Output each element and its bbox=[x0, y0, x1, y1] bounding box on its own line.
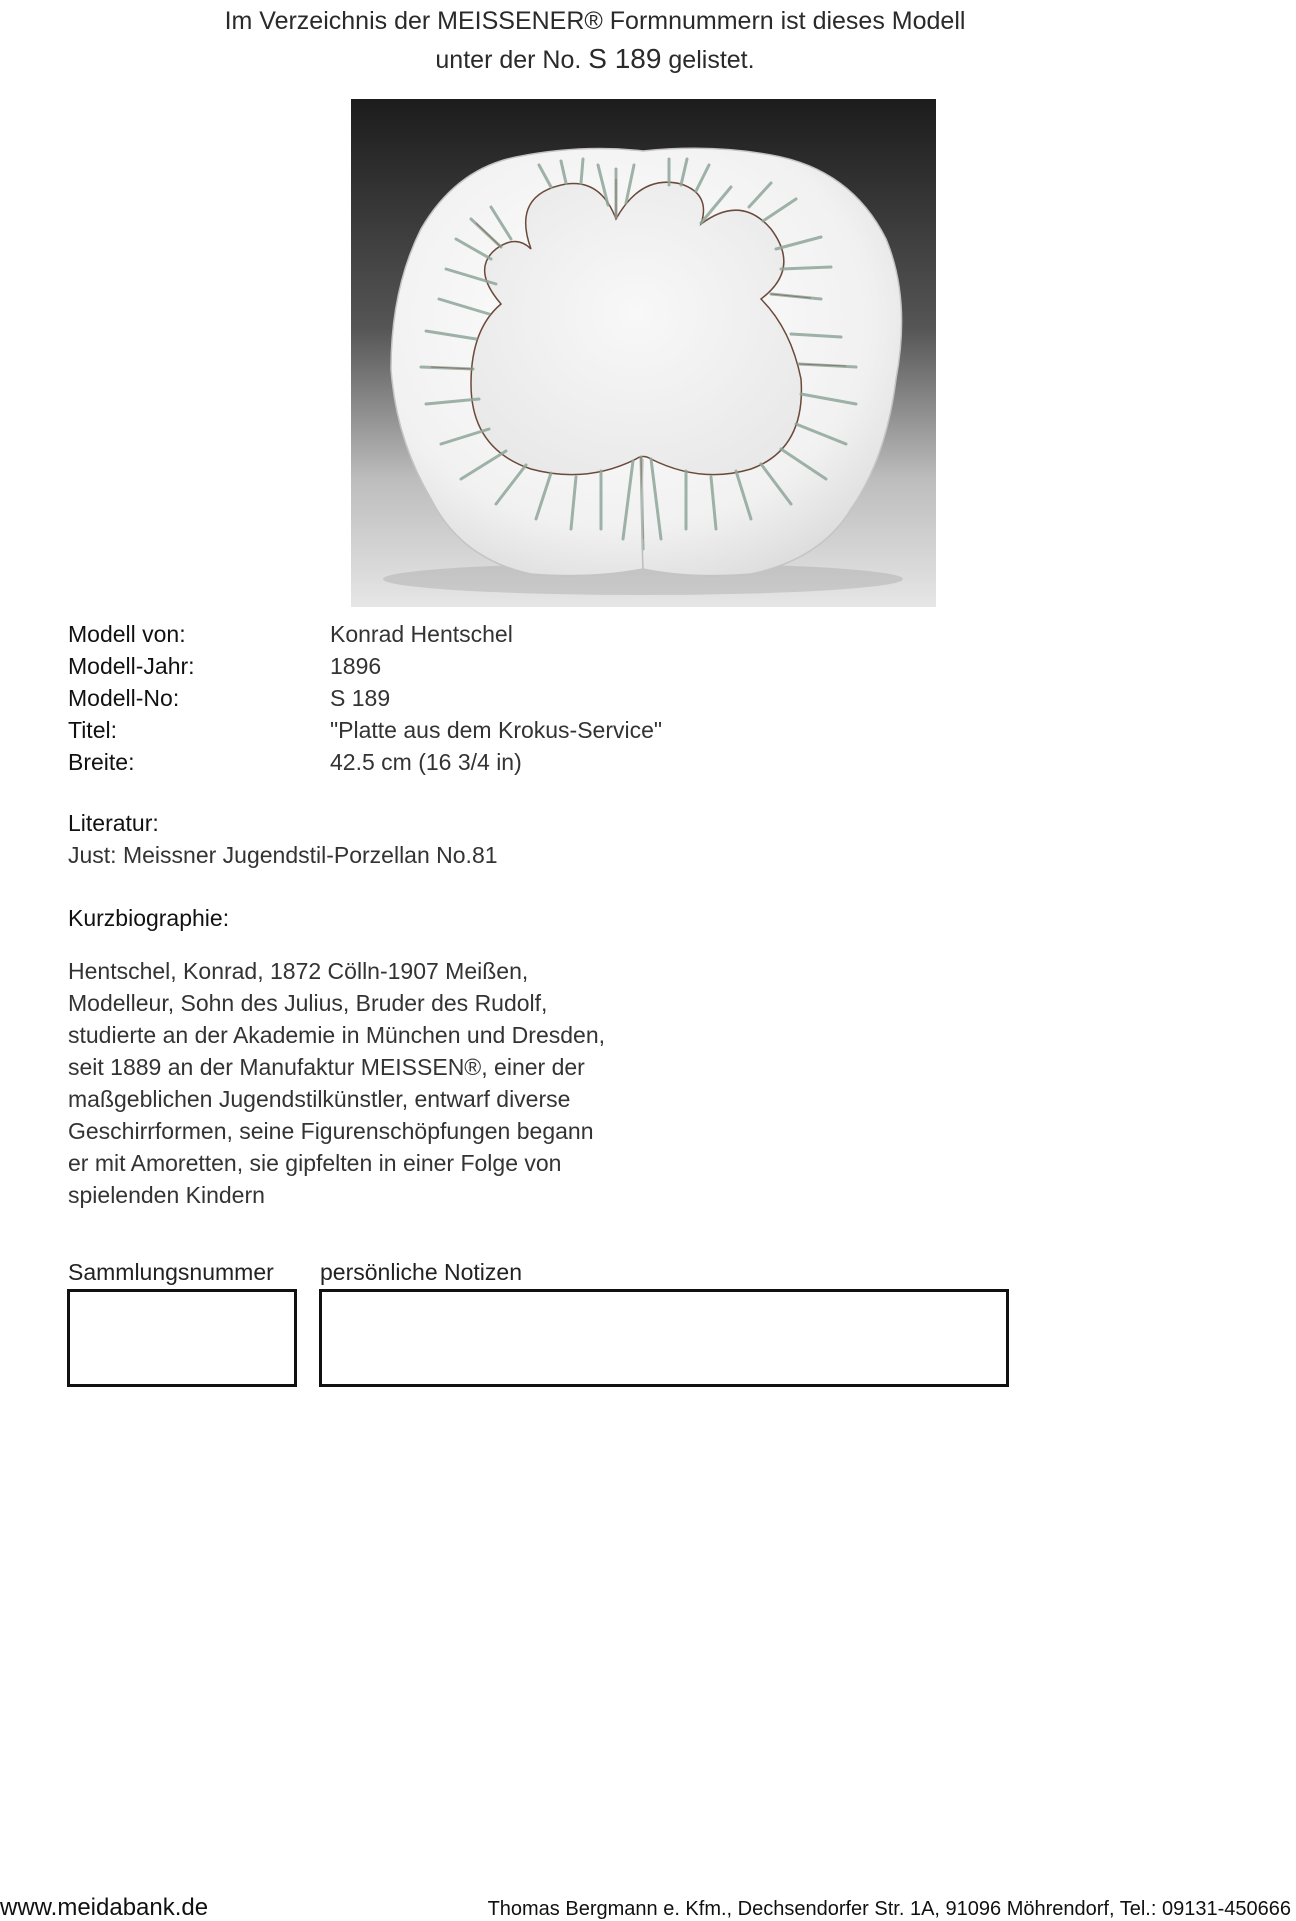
website-link[interactable]: www.meidabank.de bbox=[0, 1894, 209, 1921]
notes-field[interactable] bbox=[319, 1289, 1009, 1387]
collection-number-field[interactable] bbox=[67, 1289, 297, 1387]
detail-label: Modell von: bbox=[68, 621, 186, 647]
detail-row-modell-von bbox=[68, 618, 662, 650]
biography-line: studierte an der Akademie in München und Dresden, bbox=[68, 1022, 605, 1048]
detail-label: Modell-Jahr: bbox=[68, 653, 195, 679]
header-line-2-suffix: gelistet. bbox=[668, 46, 755, 74]
biography-line: er mit Amoretten, sie gipfelten in einer Folge von bbox=[68, 1150, 562, 1176]
header-model-number: S 189 bbox=[588, 43, 662, 74]
detail-value: 1896 bbox=[330, 653, 382, 679]
header-line-1: Im Verzeichnis der MEISSENER® Formnummern ist dieses Modell bbox=[224, 7, 966, 35]
notes-label: persönliche Notizen bbox=[320, 1259, 523, 1285]
detail-value: Konrad Hentschel bbox=[330, 621, 513, 647]
detail-label: Modell-No: bbox=[68, 685, 180, 711]
model-details bbox=[68, 618, 662, 778]
biography-line: Hentschel, Konrad, 1872 Cölln-1907 Meißen, bbox=[68, 958, 529, 984]
biography-label: Kurzbiographie: bbox=[68, 905, 230, 931]
literature-label: Literatur: bbox=[68, 810, 159, 836]
detail-value: "Platte aus dem Krokus-Service" bbox=[330, 717, 663, 743]
biography-line: Modelleur, Sohn des Julius, Bruder des Rudolf, bbox=[68, 990, 548, 1016]
detail-label: Titel: bbox=[68, 717, 117, 743]
detail-label: Breite: bbox=[68, 749, 135, 775]
biography-text bbox=[68, 955, 688, 1211]
header-text bbox=[0, 2, 1190, 79]
detail-row-titel bbox=[68, 714, 662, 746]
detail-value: 42.5 cm (16 3/4 in) bbox=[330, 749, 522, 775]
product-photo bbox=[351, 99, 936, 607]
detail-value: S 189 bbox=[330, 685, 391, 711]
biography-line: spielenden Kindern bbox=[68, 1182, 265, 1208]
biography-line: Geschirrformen, seine Figurenschöpfungen begann bbox=[68, 1118, 594, 1144]
header-line-2 bbox=[0, 40, 1190, 79]
detail-row-breite bbox=[68, 746, 662, 778]
contact-info: Thomas Bergmann e. Kfm., Dechsendorfer Str. 1A, 91096 Möhrendorf, Tel.: 09131-450666 bbox=[487, 1898, 1291, 1920]
literature-text: Just: Meissner Jugendstil-Porzellan No.81 bbox=[68, 842, 498, 868]
biography-line: maßgeblichen Jugendstilkünstler, entwarf diverse bbox=[68, 1086, 571, 1112]
collection-number-label: Sammlungsnummer bbox=[68, 1259, 274, 1285]
header-line-2-prefix: unter der No. bbox=[435, 46, 582, 74]
detail-row-modell-no bbox=[68, 682, 662, 714]
detail-row-modell-jahr bbox=[68, 650, 662, 682]
biography-line: seit 1889 an der Manufaktur MEISSEN®, einer der bbox=[68, 1054, 585, 1080]
